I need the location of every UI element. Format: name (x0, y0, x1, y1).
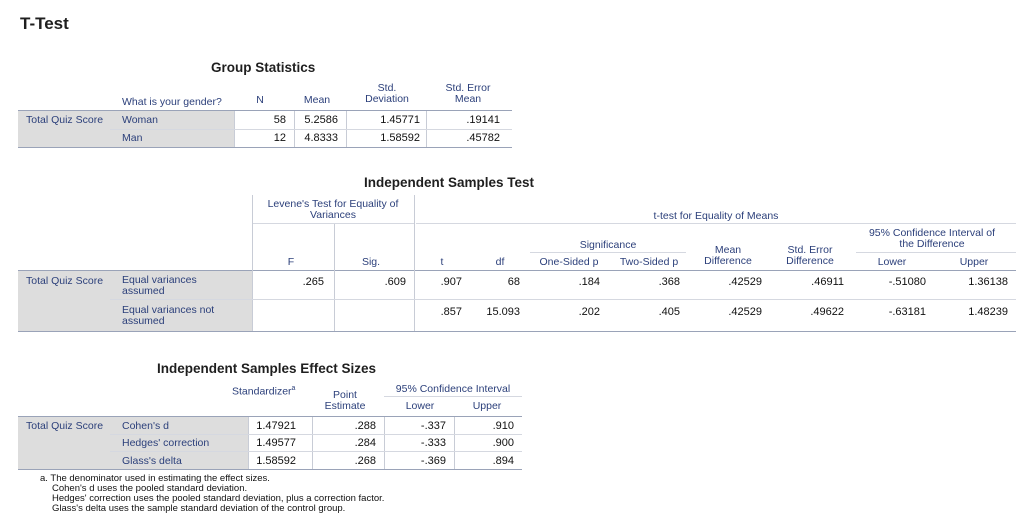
es-footnote: Glass's delta uses the sample standard deviation of the control group. (52, 503, 346, 514)
ist-title: Independent Samples Test (364, 175, 535, 190)
ist-lower: -.63181 (888, 306, 926, 318)
ist-col-two-sided: Two-Sided p (619, 256, 679, 268)
ist-row-label-line2: assumed (122, 315, 165, 327)
es-ci-header: 95% Confidence Interval (395, 383, 511, 395)
es-row-label: Glass's delta (122, 455, 182, 467)
es-point-estimate: .268 (354, 455, 376, 467)
gs-group-label: Man (122, 132, 143, 144)
ist-lower: -.51080 (888, 276, 926, 288)
gs-col-se-line2: Mean (454, 93, 482, 105)
ist-divider (252, 195, 253, 331)
ist-levene-line2: Variances (310, 209, 356, 221)
es-upper: .900 (492, 437, 514, 449)
gs-se: .19141 (466, 114, 500, 126)
ist-rule (416, 223, 1016, 224)
es-col-lower: Lower (405, 400, 435, 412)
gs-n: 58 (273, 114, 286, 126)
es-title: Independent Samples Effect Sizes (157, 361, 377, 376)
gs-col-se-line1: Std. Error (445, 82, 491, 94)
es-row-label: Cohen's d (122, 420, 169, 432)
ist-se-diff: .46911 (811, 276, 844, 288)
ist-col-se-line1: Std. Error (787, 244, 833, 256)
gs-sd: 1.58592 (380, 132, 420, 144)
ist-ttest-header: t-test for Equality of Means (653, 210, 779, 222)
ist-divider (334, 224, 335, 331)
gs-n: 12 (273, 132, 286, 144)
gs-sd: 1.45771 (380, 114, 420, 126)
ist-row-label (122, 305, 214, 327)
ist-bottom-rule (18, 331, 1016, 332)
gs-bottom-rule (18, 147, 512, 148)
ist-col-df: df (495, 256, 505, 268)
es-footnote-mark: a (291, 385, 296, 392)
ist-one-sided-p: .202 (578, 306, 600, 318)
ist-row-label (122, 275, 197, 297)
gs-group-label: Woman (122, 114, 158, 126)
ist-two-sided-p: .368 (658, 276, 680, 288)
ist-row-rule (110, 299, 1016, 300)
ist-col-t: t (440, 256, 444, 268)
ist-se-diff: .49622 (810, 306, 844, 318)
es-standardizer-label: Standardizer (232, 385, 292, 398)
ist-f: .265 (302, 276, 324, 288)
ist-variable: Total Quiz Score (26, 275, 104, 287)
ist-rule (856, 252, 1016, 253)
gs-mean: 4.8333 (304, 132, 338, 144)
ist-ci-line1: 95% Confidence Interval of (868, 227, 996, 239)
ist-col-mean-diff (692, 245, 764, 267)
ist-col-se-diff (772, 245, 848, 267)
ist-sig: .609 (384, 276, 406, 288)
es-row-rule (110, 434, 522, 435)
es-lower: -.333 (420, 437, 446, 449)
ist-col-f: F (287, 256, 295, 268)
es-upper: .894 (492, 455, 514, 467)
page-title: T-Test (20, 14, 69, 33)
ist-ci-header (856, 228, 1008, 250)
ist-col-md-line1: Mean (714, 244, 742, 256)
gs-col-sd-line1: Std. (377, 82, 397, 94)
gs-col-se (432, 83, 504, 105)
gs-col-n: N (256, 94, 264, 106)
es-divider (312, 417, 313, 469)
es-rule (384, 396, 522, 397)
es-divider (454, 417, 455, 469)
es-standardizer: 1.47921 (256, 420, 296, 432)
group-statistics-title: Group Statistics (211, 60, 316, 75)
es-point-estimate: .288 (354, 420, 376, 432)
ist-mean-diff: .42529 (728, 276, 762, 288)
es-row-rule (110, 451, 522, 452)
ist-row-label-line2: assumed (122, 285, 165, 297)
ist-one-sided-p: .184 (578, 276, 600, 288)
gs-mean: 5.2586 (304, 114, 338, 126)
es-col-point-line2: Estimate (324, 400, 366, 412)
es-row-label: Hedges' correction (122, 437, 210, 449)
ist-col-sig: Sig. (361, 256, 381, 268)
es-standardizer: 1.58592 (256, 455, 296, 467)
gs-variable: Total Quiz Score (26, 114, 104, 126)
es-col-point-line1: Point (333, 389, 357, 401)
ist-col-se-line2: Difference (786, 255, 834, 267)
ist-row-label-line1: Equal variances not (122, 304, 215, 316)
es-divider (248, 417, 249, 469)
es-bottom-rule (18, 469, 522, 470)
ist-col-lower: Lower (877, 256, 907, 268)
es-standardizer: 1.49577 (256, 437, 296, 449)
gs-col-gender: What is your gender? (122, 96, 222, 108)
ist-rule (530, 252, 686, 253)
ist-mean-diff: .42529 (728, 306, 762, 318)
gs-row-rule (110, 129, 512, 130)
gs-col-mean: Mean (303, 94, 331, 106)
es-divider (384, 417, 385, 469)
gs-se: .45782 (466, 132, 500, 144)
ist-upper: 1.48239 (968, 306, 1008, 318)
ist-levene-header (252, 199, 414, 221)
es-lower: -.369 (420, 455, 446, 467)
es-variable: Total Quiz Score (26, 420, 104, 432)
es-col-standardizer (232, 383, 295, 398)
gs-col-sd-line2: Deviation (365, 93, 409, 105)
es-col-point-estimate (318, 390, 372, 412)
es-footnote: Hedges' correction uses the pooled standard deviation, plus a correction factor. (52, 493, 385, 504)
ist-divider (414, 195, 415, 331)
ist-levene-line1: Levene's Test for Equality of (267, 198, 399, 210)
ist-upper: 1.36138 (968, 276, 1008, 288)
gs-col-sd (352, 83, 422, 105)
ist-t: .857 (440, 306, 462, 318)
ist-t: .907 (440, 276, 462, 288)
ist-sig-header: Significance (579, 239, 637, 251)
ist-row-label-line1: Equal variances (122, 274, 197, 286)
es-footnote: Cohen's d uses the pooled standard deviation. (52, 483, 248, 494)
ist-ci-line2: the Difference (899, 238, 965, 250)
ist-df: 15.093 (486, 306, 520, 318)
es-point-estimate: .284 (354, 437, 376, 449)
es-upper: .910 (492, 420, 514, 432)
es-col-upper: Upper (472, 400, 502, 412)
ist-df: 68 (507, 276, 520, 288)
es-footnote: a. The denominator used in estimating the effect sizes. (40, 473, 270, 484)
ist-two-sided-p: .405 (658, 306, 680, 318)
ist-col-one-sided: One-Sided p (539, 256, 599, 268)
ist-col-upper: Upper (959, 256, 989, 268)
ist-rule (252, 223, 414, 224)
ist-col-md-line2: Difference (704, 255, 752, 267)
es-lower: -.337 (420, 420, 446, 432)
